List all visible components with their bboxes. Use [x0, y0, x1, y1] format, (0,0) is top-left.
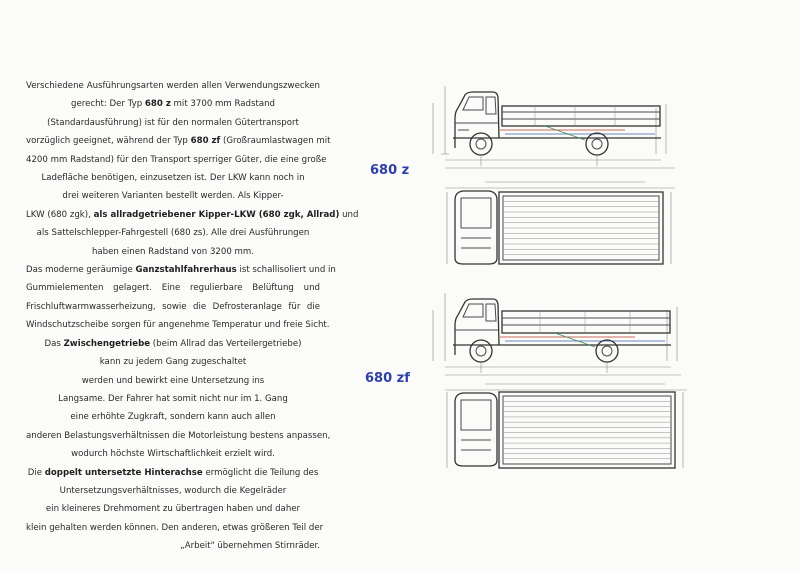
text-run: wodurch höchste Wirtschaftlichkeit erzielt wird. — [71, 449, 275, 460]
text-line — [26, 335, 320, 353]
text-run: Windschutzscheibe sorgen für angenehme Temperatur und freie Sicht. — [26, 320, 330, 331]
model-label-680z: 680 z — [370, 163, 410, 178]
bold-term: 680 zf — [190, 136, 221, 147]
text-line — [26, 445, 320, 463]
text-line — [26, 261, 336, 279]
text-run: (Großraumlastwagen mit — [220, 136, 331, 147]
side-view-drawing-680z — [425, 78, 685, 174]
text-run: Ladefläche benötigen, einzusetzen ist. Der LKW kann noch in — [41, 173, 305, 184]
text-line — [26, 482, 320, 500]
text-line — [26, 408, 320, 426]
text-line — [26, 519, 324, 537]
text-line — [26, 279, 320, 297]
bold-term: Ganzstahlfahrerhaus — [135, 265, 237, 276]
text-run: „Arbeit" übernehmen Stirnräder. — [180, 541, 320, 552]
text-line — [26, 500, 320, 518]
text-run: Langsame. Der Fahrer hat somit nicht nur im 1. Gang — [58, 393, 288, 404]
text-line — [26, 187, 320, 205]
text-run: Verschiedene Ausführungsarten werden allen Verwendungszwecken — [26, 81, 320, 91]
text-run: ein kleineres Drehmoment zu übertragen haben und daher — [45, 504, 301, 515]
text-line — [26, 353, 320, 371]
top-view-drawing-680z — [425, 178, 685, 268]
text-run: klein gehalten werden können. Den anderen, etwas größeren Teil der — [26, 522, 324, 533]
text-line — [26, 372, 320, 390]
text-run: Untersetzungsverhältnisses, wodurch die Kegelräder — [59, 485, 287, 496]
text-line — [26, 77, 320, 95]
text-run: und — [339, 209, 359, 220]
text-run: werden und bewirkt eine Untersetzung ins — [81, 375, 265, 386]
text-line — [26, 537, 320, 555]
text-run: ermöglicht die Teilung des — [202, 467, 319, 478]
text-run: vorzüglich geeignet, während der Typ — [26, 136, 191, 147]
text-run: Frischluftwarmwasserheizung, sowie die Defrosteranlage für die — [26, 301, 320, 312]
text-line — [26, 95, 320, 113]
model-label-680zf: 680 zf — [365, 371, 410, 386]
bold-term: als allradgetriebener Kipper-LKW (680 zgk, Allrad) — [93, 209, 340, 220]
bold-term: 680 z — [144, 99, 171, 110]
text-line — [26, 114, 320, 132]
text-line — [26, 316, 330, 334]
text-run: Das — [44, 338, 64, 349]
text-line — [26, 169, 320, 187]
text-run: Die — [27, 467, 45, 478]
text-run: anderen Belastungsverhältnissen die Motorleistung bestens anpassen, — [26, 430, 331, 441]
text-run: mit 3700 mm Radstand — [170, 99, 276, 110]
text-run: (Standardausführung) ist für den normalen Gütertransport — [47, 117, 299, 128]
text-run: haben einen Radstand von 3200 mm. — [91, 246, 255, 257]
text-line — [26, 151, 327, 169]
text-line — [26, 390, 320, 408]
text-run: eine erhöhte Zugkraft, sondern kann auch allen — [70, 412, 276, 423]
bold-term: Zwischengetriebe — [63, 338, 151, 349]
text-run: als Sattelschlepper-Fahrgestell (680 zs). Alle drei Ausführungen — [36, 228, 310, 239]
text-run: ist schallisoliert und in — [236, 265, 336, 276]
text-line — [26, 464, 320, 482]
text-run: kann zu jedem Gang zugeschaltet — [99, 357, 247, 368]
text-run: Das moderne geräumige — [26, 265, 136, 276]
text-run: (beim Allrad das Verteilergetriebe) — [150, 338, 302, 349]
top-view-drawing-680zf — [425, 380, 695, 470]
side-view-drawing-680zf — [425, 285, 685, 381]
text-line — [26, 132, 331, 150]
bold-term: doppelt untersetzte Hinterachse — [44, 467, 203, 478]
text-run: Gummielementen gelagert. Eine regulierbare Belüftung und — [26, 283, 320, 294]
text-run: drei weiteren Varianten bestellt werden. Als Kipper- — [62, 191, 284, 202]
text-run: gerecht: Der Typ — [70, 99, 145, 110]
text-line — [26, 427, 331, 445]
text-run: LKW (680 zgk), — [26, 209, 94, 220]
text-line — [26, 243, 320, 261]
description-text — [26, 77, 359, 556]
text-run: 4200 mm Radstand) für den Transport sperriger Güter, die eine große — [26, 154, 327, 165]
text-line — [26, 298, 320, 316]
text-line — [26, 206, 359, 224]
text-line — [26, 224, 320, 242]
